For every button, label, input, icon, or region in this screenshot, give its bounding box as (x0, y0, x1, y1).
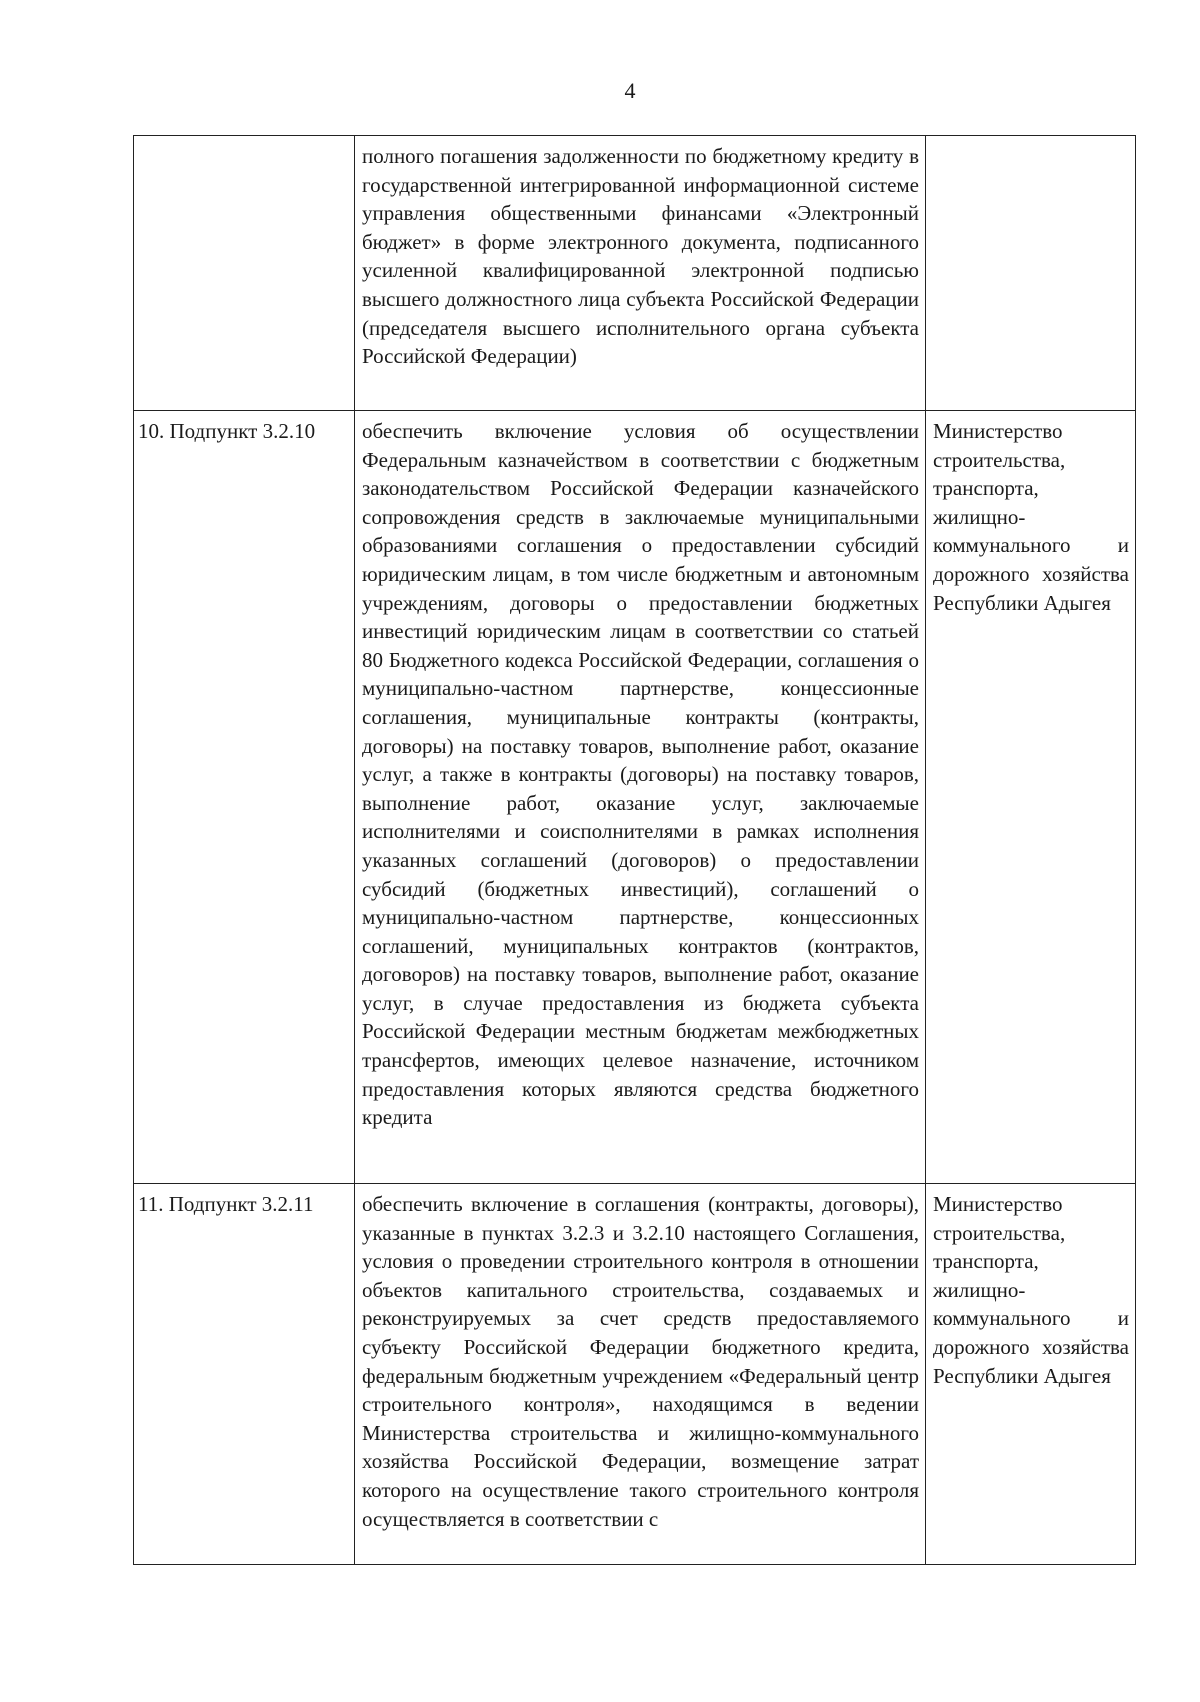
executor-cell (926, 411, 1136, 1184)
executor-text: Министерство строительства, транспорта, жилищно-коммунального и дорожного хозяйства Республики Адыгея (933, 419, 1129, 615)
obligation-text: обеспечить включение в соглашения (контракты, договоры), указанные в пунктах 3.2.3 и 3.2.10 настоящего Соглашения, условия о проведении строительного контроля в отношении объектов капитального строительства, создаваемых и реконструируемых за счет средств предоставляемого субъекту Российской Федерации бюджетного кредита, федеральным бюджетным учреждением «Федеральный центр строительного контроля», находящимся в ведении Министерства строительства и жилищно-коммунального хозяйства Российской Федерации, возмещение затрат которого на осуществление такого строительного контроля осуществляется в соответствии с (362, 1192, 919, 1531)
executor-text: Министерство строительства, транспорта, жилищно-коммунального и дорожного хозяйства Республики Адыгея (933, 1192, 1129, 1388)
table-row (134, 136, 1136, 411)
obligation-text-cell (355, 411, 926, 1184)
point-cell (134, 411, 355, 1184)
point-cell (134, 1184, 355, 1565)
obligations-table (133, 135, 1136, 1565)
obligation-text-cell (355, 1184, 926, 1565)
table-row (134, 1184, 1136, 1565)
obligation-text-cell (355, 136, 926, 411)
executor-cell (926, 1184, 1136, 1565)
executor-cell (926, 136, 1136, 411)
table-row (134, 411, 1136, 1184)
point-label: 10. Подпункт 3.2.10 (138, 419, 316, 443)
point-cell (134, 136, 355, 411)
point-label: 11. Подпункт 3.2.11 (138, 1192, 314, 1216)
obligation-text: полного погашения задолженности по бюджетному кредиту в государственной интегрированной информационной системе управления общественными финансами «Электронный бюджет» в форме электронного документа, подписанного усиленной квалифицированной электронной подписью высшего должностного лица субъекта Российской Федерации (председателя высшего исполнительного органа субъекта Российской Федерации) (362, 144, 919, 369)
page-number: 4 (624, 78, 636, 103)
obligation-text: обеспечить включение условия об осуществлении Федеральным казначейством в соответствии с бюджетным законодательством Российской Федерации казначейского сопровождения средств в заключаемые муниципальными образованиями соглашения о предоставлении субсидий юридическим лицам, в том числе бюджетным и автономным учреждениям, договоры о предоставлении бюджетных инвестиций юридическим лицам в соответствии со статьей 80 Бюджетного кодекса Российской Федерации, соглашения о муниципально-частном партнерстве, концессионные соглашения, муниципальные контракты (контракты, договоры) на поставку товаров, выполнение работ, оказание услуг, а также в контракты (договоры) на поставку товаров, выполнение работ, оказание услуг, заключаемые исполнителями и соисполнителями в рамках исполнения указанных соглашений (договоров) о предоставлении субсидий (бюджетных инвестиций), соглашений о муниципально-частном партнерстве, концессионных соглашений, муниципальных контрактов (контрактов, договоров) на поставку товаров, выполнение работ, оказание услуг, в случае предоставления из бюджета субъекта Российской Федерации местным бюджетам межбюджетных трансфертов, имеющих целевое назначение, источником предоставления которых являются средства бюджетного кредита (362, 419, 919, 1130)
